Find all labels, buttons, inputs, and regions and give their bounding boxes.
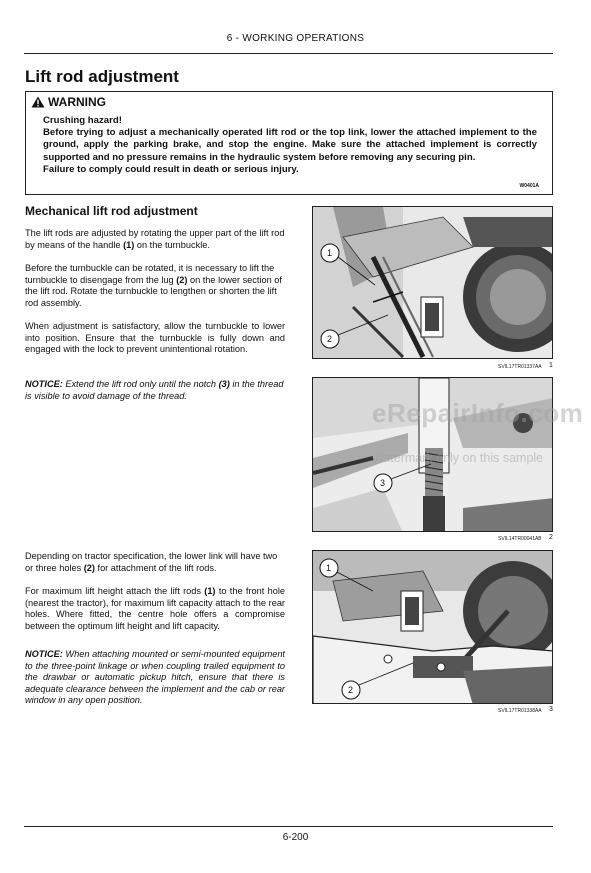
- figure-1-caption: SVIL17TR01337AA: [498, 364, 542, 370]
- figure-3-callout-1: 1: [326, 563, 332, 573]
- warning-hazard: Crushing hazard!: [43, 115, 122, 126]
- figure-2-callout-3: 3: [380, 478, 386, 488]
- notice-2: NOTICE: When attaching mounted or semi-mounted equipment to the three-point linkage or when coupling trailed equipment to the drawbar or automatic pickup hitch, ensure that there is adequate clearance between the implement and the cab or rear window in any open position.: [25, 649, 285, 706]
- watermark: eRepairInfo.com: [372, 398, 584, 428]
- figure-2-caption: SVIL14TR00041AB: [498, 536, 542, 542]
- header-rule: [24, 53, 553, 54]
- paragraph-4: Depending on tractor specification, the lower link will have two or three holes (2) for attachment of the lift rods.: [25, 551, 278, 573]
- figure-3-number: 3: [549, 706, 553, 713]
- warning-text: Before trying to adjust a mechanically operated lift rod or the top link, lower the attached implement to the ground, apply the parking brake, and stop the engine. Make sure the attached implement is correctly supported and no pressure remains in the hydraulic system before removing any securing pin.: [43, 127, 537, 163]
- figure-2-number: 2: [549, 534, 553, 541]
- paragraph-5: For maximum lift height attach the lift rods (1) to the front hole (nearest the tractor), for maximum lift capacity attach to the rear holes. Where fitted, the centre hole offers a compromise between the optimum lift height and lift capacity.: [25, 586, 285, 631]
- paragraph-1: The lift rods are adjusted by rotating the upper part of the lift rod by means of the handle (1) on the turnbuckle.: [25, 228, 285, 250]
- warning-code: W0401A: [519, 183, 539, 189]
- warning-triangle-icon: [31, 96, 45, 108]
- warning-label: WARNING: [48, 95, 106, 109]
- warning-heading: [31, 95, 106, 109]
- watermark-subtext: Watermark only on this sample: [372, 451, 544, 465]
- paragraph-3: When adjustment is satisfactory, allow the turnbuckle to lower into position. Ensure that the turnbuckle is fully down and engaged with the lock to prevent unintentional rotation.: [25, 321, 285, 355]
- figure-1-image: [312, 206, 553, 359]
- warning-consequence: Failure to comply could result in death or serious injury.: [43, 163, 299, 175]
- running-header: 6 - WORKING OPERATIONS: [226, 33, 365, 44]
- warning-body: [43, 115, 537, 176]
- paragraph-2: Before the turnbuckle can be rotated, it is necessary to lift the turnbuckle to disengage from the lug (2) on the lower section of the lift rod. Rotate the turnbuckle to lengthen or shorten the lift rod assembly.: [25, 263, 282, 308]
- figure-1-callout-1: 1: [327, 248, 333, 258]
- page-number: 6-200: [282, 832, 309, 843]
- figure-1-number: 1: [549, 362, 553, 369]
- notice-1: NOTICE: Extend the lift rod only until the notch (3) in the thread is visible to avoid damage of the thread.: [25, 379, 284, 401]
- figure-3-image: [312, 550, 553, 704]
- footer-rule: [24, 826, 553, 827]
- page-title: Lift rod adjustment: [25, 67, 179, 86]
- figure-3-callout-2: 2: [348, 685, 354, 695]
- figure-1-callout-2: 2: [327, 334, 333, 344]
- section-title: Mechanical lift rod adjustment: [25, 204, 198, 218]
- figure-3-caption: SVIL17TR01338AA: [498, 708, 542, 714]
